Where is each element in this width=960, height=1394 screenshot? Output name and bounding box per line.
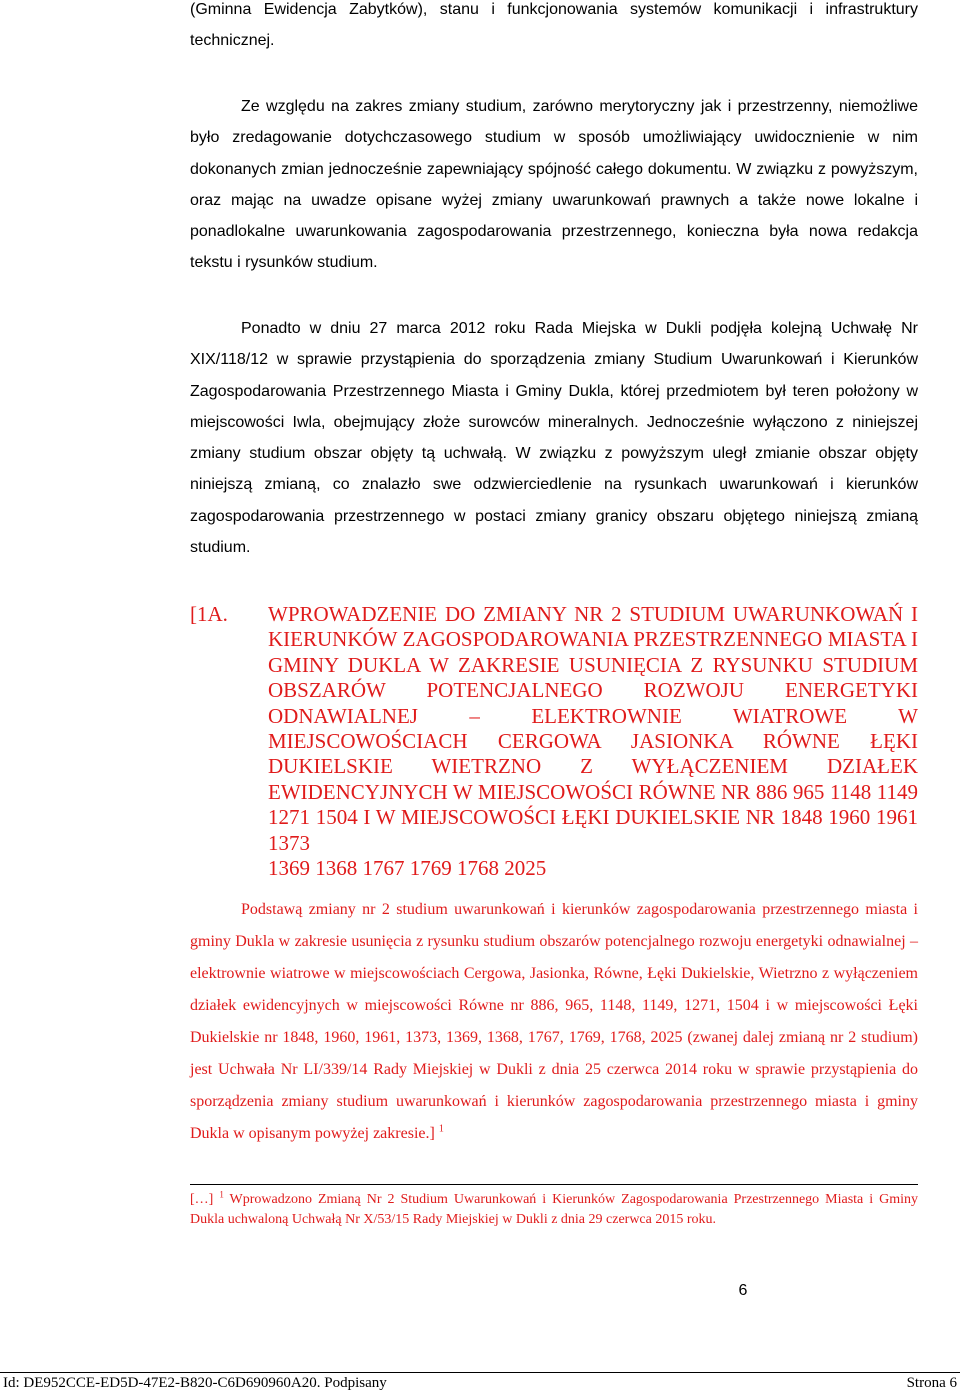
- footnote-text: Wprowadzono Zmianą Nr 2 Studium Uwarunkowań i Kierunków Zagospodarowania Przestrzennego Miasta i Gminy Dukla uchwaloną Uchwałą Nr X/53/15 Rady Miejskiej w Dukli z dnia 29 czerwca 2015 roku.: [190, 1192, 919, 1227]
- section-heading: [190, 602, 918, 881]
- footnote-divider: [190, 1184, 918, 1185]
- paragraph-editorial-note: [190, 91, 918, 279]
- paragraph-text: Ponadto w dniu 27 marca 2012 roku Rada Miejska w Dukli podjęła kolejną Uchwałę Nr XIX/118/12 w sprawie przystąpienia do sporządzenia zmiany Studium Uwarunkowań i Kierunków Zagospodarowania Przestrzennego Miasta i Gminy Dukla, której przedmiotem był teren położony w miejscowości Iwla, obejmujący złoże surowców mineralnych. Jednocześnie wyłączono z niniejszej zmiany studium obszar objęty tą uchwałą. W związku z powyższym uległ zmianie obszar objęty niniejszą zmianą, co znalazło swe odzwierciedlenie na rysunkach uwarunkowań i kierunków zagospodarowania przestrzennego w postaci zmiany granicy obszaru objętego niniejszą zmianą studium.: [190, 320, 918, 557]
- paragraph-amendment-basis: [190, 894, 918, 1150]
- section-title-last-line: 1369 1368 1767 1769 1768 2025: [268, 856, 547, 881]
- section-title-text: WPROWADZENIE DO ZMIANY NR 2 STUDIUM UWARUNKOWAŃ I KIERUNKÓW ZAGOSPODAROWANIA PRZESTRZENNEGO MIASTA I GMINY DUKLA W ZAKRESIE USUNIĘCIA Z RYSUNKU STUDIUM OBSZARÓW POTENCJALNEGO ROZWOJU ENERGETYKI ODNAWIALNEJ – ELEKTROWNIE WIATROWE W MIEJSCOWOŚCIACH CERGOWA JASIONKA RÓWNE ŁĘKI DUKIELSKIE WIETRZNO Z WYŁĄCZENIEM DZIAŁEK EWIDENCYJNYCH W MIEJSCOWOŚCI RÓWNE NR 886 965 1148 1149 1271 1504 I W MIEJSCOWOŚCI ŁĘKI DUKIELSKIE NR 1848 1960 1961 1373: [268, 602, 918, 855]
- footnote-prefix: […]: [190, 1192, 214, 1207]
- section-title: [268, 602, 918, 881]
- paragraph-text: Ze względu na zakres zmiany studium, zarówno merytoryczny jak i przestrzenny, niemożliwe było zredagowanie dotychczasowego studium w sposób umożliwiający uwidocznienie w nim dokonanych zmian jednocześnie zapewniający spójność całego dokumentu. W związku z powyższym, oraz mając na uwadze opisane wyżej zmiany uwarunkowań prawnych a także nowe lokalne i ponadlokalne uwarunkowania zagospodarowania przestrzennego, konieczna była nowa redakcja tekstu i rysunków studium.: [190, 98, 918, 272]
- footer-page-label: Strona 6: [906, 1375, 957, 1391]
- footnote-marker: 1: [219, 1189, 224, 1200]
- page-number: 6: [738, 1282, 748, 1299]
- paragraph-text: (Gminna Ewidencja Zabytków), stanu i funkcjonowania systemów komunikacji i infrastruktury technicznej.: [190, 1, 918, 50]
- paragraph-body: Podstawą zmiany nr 2 studium uwarunkowań i kierunków zagospodarowania przestrzennego miasta i gminy Dukla w zakresie usunięcia z rysunku studium obszarów potencjalnego rozwoju energetyki odnawialnej – elektrownie wiatrowe w miejscowościach Cergowa, Jasionka, Równe, Łęki Dukielskie, Wietrzno z wyłączeniem działek ewidencyjnych w miejscowości Równe nr 886, 965, 1148, 1149, 1271, 1504 i w miejscowości Łęki Dukielskie nr 1848, 1960, 1961, 1373, 1369, 1368, 1767, 1769, 1768, 2025 (zwanej dalej zmianą nr 2 studium) jest Uchwała Nr LI/339/14 Rady Miejskiej w Dukli z dnia 25 czerwca 2014 roku w sprawie przystąpienia do sporządzenia zmiany studium uwarunkowań i kierunków zagospodarowania przestrzennego miasta i gminy Dukla w opisanym powyżej zakresie.]: [190, 901, 918, 1142]
- paragraph-text: [190, 894, 918, 1150]
- paragraph-intro-continued: [190, 0, 918, 57]
- footer-divider: [0, 1372, 960, 1373]
- footnote: [190, 1190, 918, 1229]
- footnote-reference[interactable]: 1: [438, 1123, 444, 1135]
- document-id: Id: DE952CCE-ED5D-47E2-B820-C6D690960A20. Podpisany: [3, 1375, 387, 1391]
- section-number: [1A.: [190, 602, 228, 626]
- paragraph-resolution: [190, 313, 918, 563]
